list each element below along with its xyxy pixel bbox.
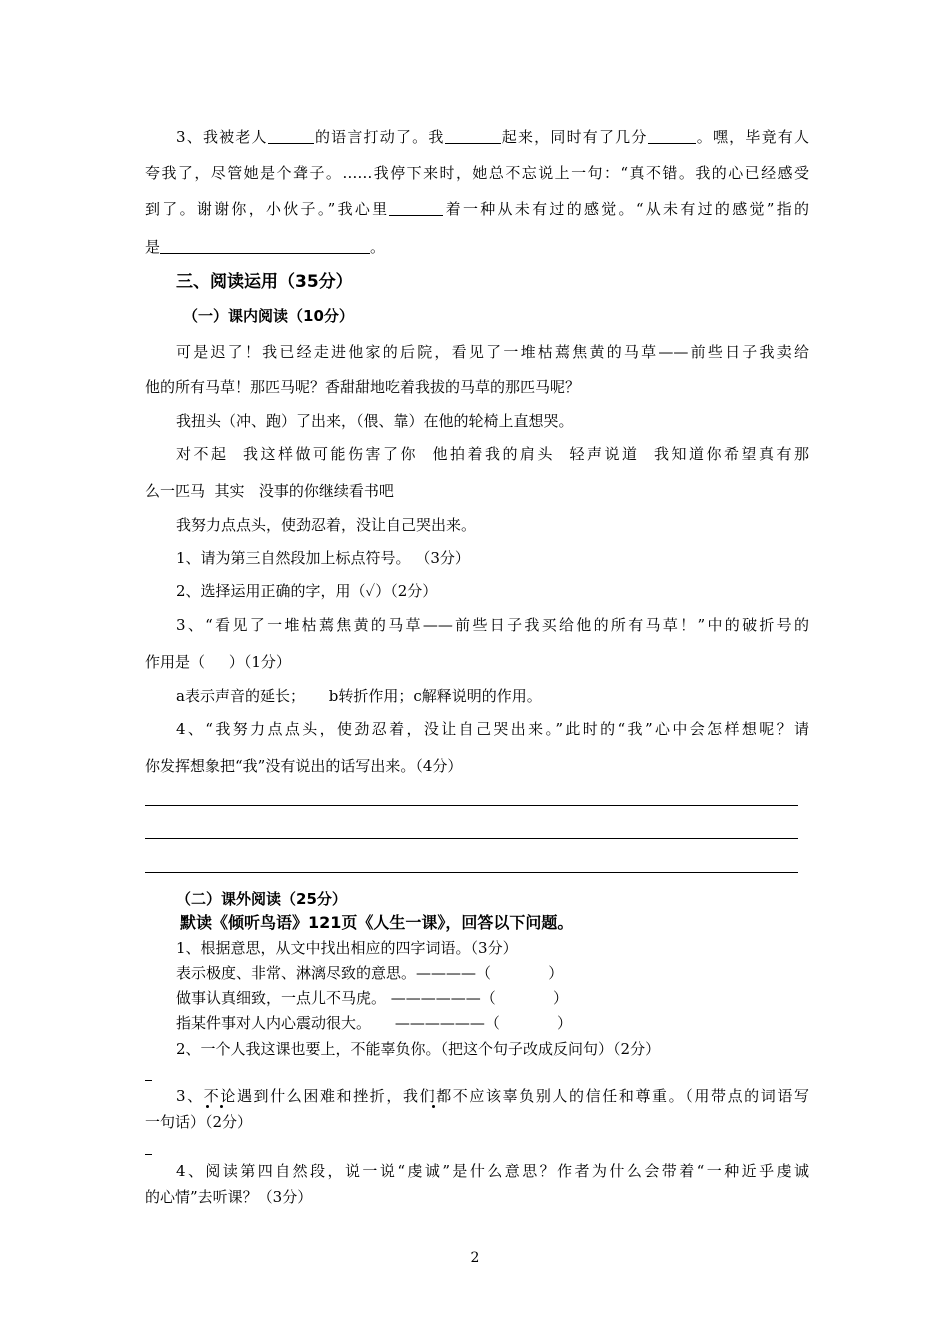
text-segment: 是 (145, 238, 161, 256)
answer-line[interactable] (145, 838, 798, 839)
answer-line[interactable] (145, 872, 798, 873)
section-3-title: 三、阅读运用（35分） (176, 272, 353, 292)
part-2-question-3-line-2: 一句话）（2分） (145, 1113, 253, 1131)
text-segment: 3、我被老人 (176, 128, 268, 146)
answer-blank[interactable] (445, 128, 501, 144)
part-1-question-4-line-1: 4、“我努力点点头，使劲忍着，没让自己哭出来。”此时的“我”心中会怎样想呢？请 (176, 720, 809, 738)
part-2-question-4-line-2: 的心情”去听课？（3分） (145, 1188, 313, 1206)
answer-blank[interactable] (268, 128, 314, 144)
text-segment: 到了。谢谢你，小伙子。”我心里 (145, 200, 390, 218)
part-2-question-1-item-b: 做事认真细致，一点儿不马虎。 ——————（ ） (176, 989, 568, 1007)
text-segment: 。 (370, 238, 386, 256)
text-segment: 的语言打动了。我 (313, 128, 445, 146)
part-1-question-2: 2、选择运用正确的字，用（✓）（2分） (176, 582, 438, 600)
part-1-title: （一）课内阅读（10分） (183, 307, 354, 325)
q3-fill-line-2: 夸我了，尽管她是个聋子。……我停下来时，她总不忘说上一句：“真不错。我的心已经感受 (145, 164, 809, 182)
part-2-question-2: 2、一个人我这课也要上，不能辜负你。（把这个句子改成反问句）（2分） (176, 1040, 661, 1058)
passage-para-1-line-1: 可是迟了！我已经走进他家的后院，看见了一堆枯蔫焦黄的马草——前些日子我卖给 (176, 343, 809, 361)
part-1-question-4-line-2: 你发挥想象把“我”没有说出的话写出来。（4分） (145, 757, 463, 775)
emphasis-dot (432, 1105, 435, 1108)
part-2-title: （二）课外阅读（25分） (176, 890, 347, 908)
passage-para-3-line-2: 么一匹马 其实 没事的你继续看书吧 (145, 482, 394, 500)
answer-blank[interactable] (648, 128, 696, 144)
page-number: 2 (470, 1250, 480, 1266)
passage-para-4: 我努力点点头，使劲忍着，没让自己哭出来。 (176, 516, 477, 534)
text-segment: 。嘿，毕竟有人 (695, 128, 809, 146)
emphasis-dot (220, 1105, 223, 1108)
passage-para-3-line-1: 对不起 我这样做可能伤害了你 他拍着我的肩头 轻声说道 我知道你希望真有那 (176, 445, 809, 463)
part-2-question-1-item-c: 指某件事对人内心震动很大。 ——————（ ） (176, 1014, 573, 1032)
answer-line[interactable] (145, 1154, 152, 1155)
part-2-instruction: 默读《倾听鸟语》121页《人生一课》，回答以下问题。 (180, 913, 574, 932)
passage-para-2: 我扭头（冲、跑）了出来，（偎、靠）在他的轮椅上直想哭。 (176, 412, 574, 430)
part-2-question-1-item-a: 表示极度、非常、淋漓尽致的意思。————（ ） (176, 964, 564, 982)
answer-line[interactable] (145, 805, 798, 806)
part-1-question-3-line-1: 3、“看见了一堆枯蔫焦黄的马草——前些日子我买给他的所有马草！”中的破折号的 (176, 616, 809, 634)
text-segment: 起来，同时有了几分 (500, 128, 648, 146)
q3-fill-line-1 (176, 128, 809, 146)
part-2-question-4-line-1: 4、阅读第四自然段，说一说“虔诚”是什么意思？作者为什么会带着“一种近乎虔诚 (176, 1162, 809, 1180)
answer-blank[interactable] (389, 200, 443, 216)
text-segment: 着一种从未有过的感觉。“从未有过的感觉”指的 (443, 200, 809, 218)
answer-blank[interactable] (160, 238, 370, 254)
part-1-question-1: 1、请为第三自然段加上标点符号。 （3分） (176, 549, 470, 567)
part-2-question-1: 1、根据意思，从文中找出相应的四字词语。（3分） (176, 939, 518, 957)
passage-para-1-line-2: 他的所有马草！那匹马呢？香甜甜地吃着我拔的马草的那匹马呢？ (145, 378, 581, 396)
q3-fill-line-3 (145, 200, 809, 218)
part-1-question-3-line-2: 作用是（ ）（1分） (145, 653, 291, 671)
emphasis-dot (206, 1105, 209, 1108)
part-1-question-3-options: a表示声音的延长； b转折作用；c解释说明的作用。 (176, 687, 542, 705)
answer-line[interactable] (145, 1080, 152, 1081)
q3-fill-line-4 (145, 238, 809, 256)
part-2-question-3-line-1: 3、不论遇到什么困难和挫折，我们都不应该辜负别人的信任和尊重。（用带点的词语写 (176, 1087, 809, 1105)
